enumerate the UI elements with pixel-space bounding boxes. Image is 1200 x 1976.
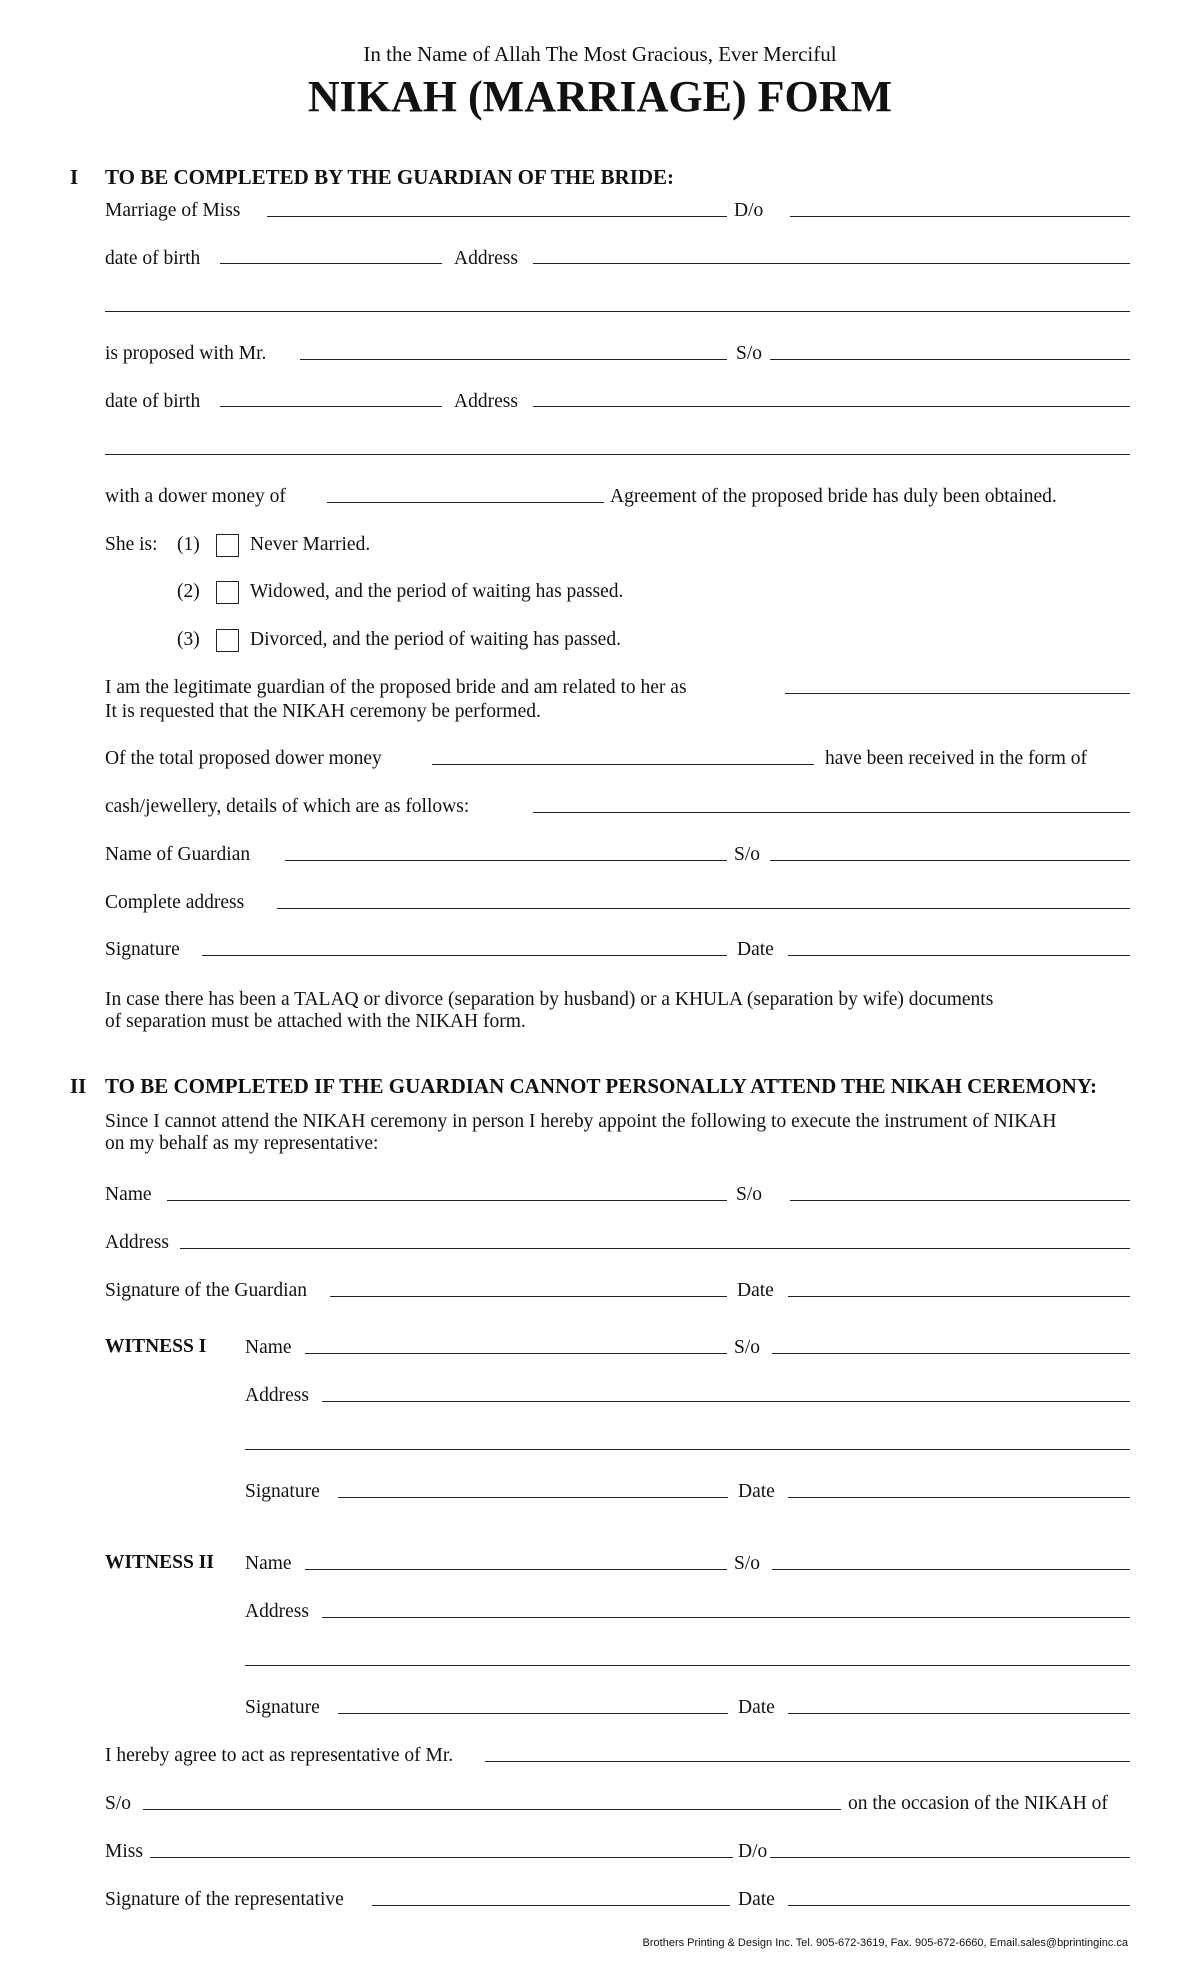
rep-agree-label: I hereby agree to act as representative of Mr. <box>105 1745 454 1766</box>
witness2-signature-label: Signature <box>245 1697 320 1718</box>
witness2-date-label: Date <box>738 1697 775 1718</box>
sig-guardian-date-label: Date <box>737 1280 774 1301</box>
witness1-name-field[interactable] <box>305 1353 727 1354</box>
groom-dob-field[interactable] <box>220 406 442 407</box>
groom-address-field-2[interactable] <box>105 454 1130 455</box>
rep-miss-field[interactable] <box>150 1857 733 1858</box>
guardian-date-field[interactable] <box>788 955 1130 956</box>
witness1-signature-field[interactable] <box>338 1497 728 1498</box>
status-3-label: Divorced, and the period of waiting has passed. <box>250 629 621 650</box>
rep-date-label: Date <box>738 1889 775 1910</box>
sig-guardian-field[interactable] <box>330 1296 727 1297</box>
witness1-date-label: Date <box>738 1481 775 1502</box>
bride-address-field[interactable] <box>533 263 1130 264</box>
status-1-label: Never Married. <box>250 534 371 555</box>
witness1-address-field-2[interactable] <box>245 1449 1130 1450</box>
sig-guardian-label: Signature of the Guardian <box>105 1280 307 1301</box>
status-2-label: Widowed, and the period of waiting has passed. <box>250 581 624 602</box>
rep-name-label: Name <box>105 1184 152 1205</box>
rep-miss-father-field[interactable] <box>770 1857 1130 1858</box>
form-title: NIKAH (MARRIAGE) FORM <box>307 72 893 121</box>
rep-so-label: S/o <box>736 1184 763 1205</box>
groom-name-field[interactable] <box>300 359 727 360</box>
witness2-father-field[interactable] <box>772 1569 1130 1570</box>
rep-address-label: Address <box>105 1232 169 1253</box>
bride-dob-field[interactable] <box>220 263 442 264</box>
witness2-address-label: Address <box>245 1601 309 1622</box>
guardian-name-label: Name of Guardian <box>105 844 251 865</box>
witness1-signature-label: Signature <box>245 1481 320 1502</box>
witness2-name-field[interactable] <box>305 1569 727 1570</box>
occasion-text: on the occasion of the NIKAH of <box>848 1793 1108 1814</box>
guardian-relation-field[interactable] <box>785 693 1130 694</box>
bride-address-field-2[interactable] <box>105 311 1130 312</box>
groom-address-field[interactable] <box>533 406 1130 407</box>
printer-credit: Brothers Printing & Design Inc. Tel. 905-672-3619, Fax. 905-672-6660, Email.sales@bprintinginc.ca <box>642 1937 1128 1949</box>
section1-numeral: I <box>70 165 79 189</box>
witness1-address-field[interactable] <box>322 1401 1130 1402</box>
rep-name-field[interactable] <box>167 1200 727 1201</box>
she-is-label: She is: <box>105 534 158 555</box>
rep-agree-mr-field[interactable] <box>485 1761 1130 1762</box>
witness2-signature-field[interactable] <box>338 1713 728 1714</box>
proposed-with-label: is proposed with Mr. <box>105 343 267 364</box>
marriage-of-miss-label: Marriage of Miss <box>105 200 241 221</box>
rep-miss-label: Miss <box>105 1841 143 1862</box>
dower-money-field[interactable] <box>327 502 604 503</box>
guardian-date-label: Date <box>737 939 774 960</box>
rep-address-field[interactable] <box>180 1248 1130 1249</box>
talaq-note-line2: of separation must be attached with the NIKAH form. <box>105 1011 526 1032</box>
witness1-so-label: S/o <box>734 1337 761 1358</box>
witness1-name-label: Name <box>245 1337 292 1358</box>
guardian-so-label: S/o <box>734 844 761 865</box>
bride-name-field[interactable] <box>267 216 727 217</box>
section2-heading: TO BE COMPLETED IF THE GUARDIAN CANNOT PERSONALLY ATTEND THE NIKAH CEREMONY: <box>105 1074 1098 1098</box>
status-divorced-checkbox[interactable] <box>216 629 239 652</box>
witness2-so-label: S/o <box>734 1553 761 1574</box>
status-widowed-checkbox[interactable] <box>216 581 239 604</box>
section2-intro-line1: Since I cannot attend the NIKAH ceremony in person I hereby appoint the following to execute the instrument of NIKAH <box>105 1111 1057 1132</box>
guardian-statement: I am the legitimate guardian of the proposed bride and am related to her as <box>105 677 687 698</box>
rep-signature-field[interactable] <box>372 1905 730 1906</box>
witness1-date-field[interactable] <box>788 1497 1130 1498</box>
guardian-signature-field[interactable] <box>202 955 727 956</box>
guardian-father-field[interactable] <box>770 860 1130 861</box>
witness2-name-label: Name <box>245 1553 292 1574</box>
rep-agree-so-label: S/o <box>105 1793 132 1814</box>
witness2-address-field-2[interactable] <box>245 1665 1130 1666</box>
groom-dob-label: date of birth <box>105 391 201 412</box>
dower-money-label: with a dower money of <box>105 486 286 507</box>
complete-address-label: Complete address <box>105 892 245 913</box>
agreement-text: Agreement of the proposed bride has duly been obtained. <box>610 486 1057 507</box>
rep-father-field[interactable] <box>790 1200 1130 1201</box>
section2-numeral: II <box>70 1074 87 1098</box>
groom-so-label: S/o <box>736 343 763 364</box>
ceremony-request: It is requested that the NIKAH ceremony be performed. <box>105 701 541 722</box>
guardian-name-field[interactable] <box>285 860 727 861</box>
guardian-address-field[interactable] <box>277 908 1130 909</box>
status-2-number: (2) <box>177 581 200 602</box>
rep-signature-label: Signature of the representative <box>105 1889 344 1910</box>
witness1-label: WITNESS I <box>105 1336 207 1357</box>
cash-jewellery-field[interactable] <box>533 812 1130 813</box>
received-form-text: have been received in the form of <box>825 748 1088 769</box>
bride-address-label: Address <box>454 248 518 269</box>
dower-received-field[interactable] <box>432 764 814 765</box>
groom-father-field[interactable] <box>770 359 1130 360</box>
rep-date-field[interactable] <box>788 1905 1130 1906</box>
sig-guardian-date-field[interactable] <box>788 1296 1130 1297</box>
groom-address-label: Address <box>454 391 518 412</box>
status-never-married-checkbox[interactable] <box>216 534 239 557</box>
bismillah-line: In the Name of Allah The Most Gracious, Ever Merciful <box>363 42 837 66</box>
guardian-signature-label: Signature <box>105 939 180 960</box>
section1-heading: TO BE COMPLETED BY THE GUARDIAN OF THE BRIDE: <box>105 165 675 189</box>
bride-father-field[interactable] <box>790 216 1130 217</box>
witness2-address-field[interactable] <box>322 1617 1130 1618</box>
witness1-address-label: Address <box>245 1385 309 1406</box>
status-3-number: (3) <box>177 629 200 650</box>
witness1-father-field[interactable] <box>772 1353 1130 1354</box>
witness2-date-field[interactable] <box>788 1713 1130 1714</box>
rep-agree-father-field[interactable] <box>143 1809 841 1810</box>
total-dower-label: Of the total proposed dower money <box>105 748 382 769</box>
bride-do-label: D/o <box>734 200 764 221</box>
bride-dob-label: date of birth <box>105 248 201 269</box>
section2-intro-line2: on my behalf as my representative: <box>105 1133 379 1154</box>
talaq-note-line1: In case there has been a TALAQ or divorce (separation by husband) or a KHULA (separation by wife) documents <box>105 989 994 1010</box>
witness2-label: WITNESS II <box>105 1552 214 1573</box>
status-1-number: (1) <box>177 534 200 555</box>
cash-jewellery-label: cash/jewellery, details of which are as follows: <box>105 796 470 817</box>
rep-miss-do-label: D/o <box>738 1841 768 1862</box>
